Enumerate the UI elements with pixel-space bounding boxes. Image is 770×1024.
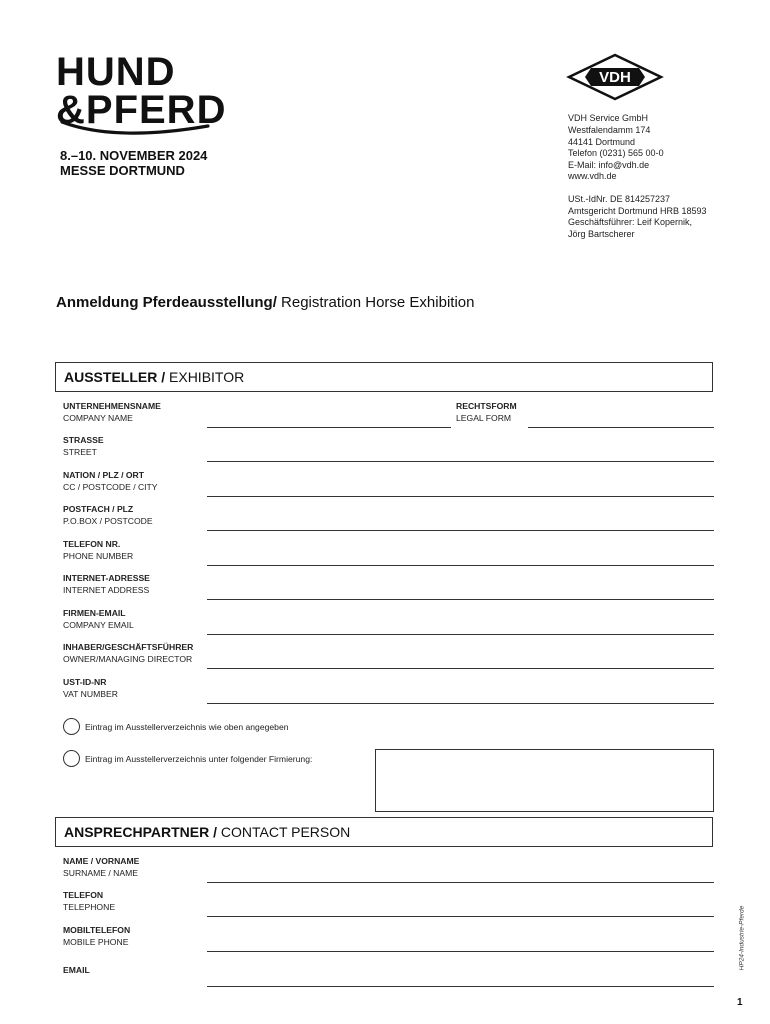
legal-form-field[interactable] xyxy=(528,427,714,428)
contact-mobile-label: MOBILTELEFON MOBILE PHONE xyxy=(63,925,131,947)
street-field[interactable] xyxy=(207,461,714,462)
phone-number-label: TELEFON NR. PHONE NUMBER xyxy=(63,539,134,561)
vdh-address-line: 44141 Dortmund xyxy=(568,137,636,147)
vdh-legal-line: Geschäftsführer: Leif Kopernik, xyxy=(568,217,693,227)
side-note: HP24-Industrie-Pferde xyxy=(738,905,746,971)
contact-telephone-label: TELEFON TELEPHONE xyxy=(63,890,116,912)
directory-entry-custom-radio[interactable] xyxy=(63,750,80,767)
event-venue: MESSE DORTMUND xyxy=(60,163,185,178)
vdh-address-line: E-Mail: info@vdh.de xyxy=(568,160,650,170)
vdh-legal-line: USt.-IdNr. DE 814257237 xyxy=(568,194,671,204)
phone-number-field[interactable] xyxy=(207,565,714,566)
owner-field[interactable] xyxy=(207,668,714,669)
vat-number-label: UST-ID-NR VAT NUMBER xyxy=(63,677,118,699)
directory-entry-as-above-label: Eintrag im Ausstellerverzeichnis wie oben angegeben xyxy=(85,722,289,732)
directory-entry-custom-label: Eintrag im Ausstellerverzeichnis unter folgender Firmierung: xyxy=(85,754,313,764)
logo-text-hund: HUND xyxy=(56,50,176,94)
contact-title-de: ANSPRECHPARTNER / xyxy=(64,824,217,840)
exhibitor-section-header xyxy=(55,362,713,392)
logo-text-pferd: &PFERD xyxy=(56,88,227,132)
company-name-label: UNTERNEHMENSNAME COMPANY NAME xyxy=(63,401,161,423)
exhibitor-section-title xyxy=(64,369,244,385)
vdh-address-line: www.vdh.de xyxy=(568,171,617,181)
page-number: 1 xyxy=(737,997,743,1008)
contact-name-label: NAME / VORNAME SURNAME / NAME xyxy=(63,856,140,878)
po-box-field[interactable] xyxy=(207,530,714,531)
company-email-label: FIRMEN-EMAIL COMPANY EMAIL xyxy=(63,608,134,630)
legal-form-label: RECHTSFORM LEGAL FORM xyxy=(456,401,517,423)
custom-company-name-box[interactable] xyxy=(375,749,714,812)
page-title-en: Registration Horse Exhibition xyxy=(276,294,475,311)
logo-swoosh-icon xyxy=(60,118,210,140)
company-name-field[interactable] xyxy=(207,427,451,428)
contact-email-label: EMAIL xyxy=(63,965,90,975)
internet-address-label: INTERNET-ADRESSE INTERNET ADDRESS xyxy=(63,573,150,595)
contact-name-field[interactable] xyxy=(207,882,714,883)
directory-entry-as-above-radio[interactable] xyxy=(63,718,80,735)
city-label: NATION / PLZ / ORT CC / POSTCODE / CITY xyxy=(63,470,158,492)
event-dates: 8.–10. NOVEMBER 2024 xyxy=(60,148,208,163)
contact-mobile-field[interactable] xyxy=(207,951,714,952)
exhibitor-title-en: EXHIBITOR xyxy=(165,369,245,385)
exhibitor-title-de: AUSSTELLER / xyxy=(64,369,166,385)
contact-title-en: CONTACT PERSON xyxy=(216,824,351,840)
street-label: STRASSE STREET xyxy=(63,435,104,457)
vdh-address-line: Westfalendamm 174 xyxy=(568,125,651,135)
contact-section-header xyxy=(55,817,713,847)
city-field[interactable] xyxy=(207,496,714,497)
vdh-legal-line: Amtsgericht Dortmund HRB 18593 xyxy=(568,206,707,216)
po-box-label: POSTFACH / PLZ P.O.BOX / POSTCODE xyxy=(63,504,153,526)
company-email-field[interactable] xyxy=(207,634,714,635)
contact-section-title xyxy=(64,824,350,840)
internet-address-field[interactable] xyxy=(207,599,714,600)
page-title-de: Anmeldung Pferdeausstellung/ xyxy=(56,294,277,311)
vdh-address-line: Telefon (0231) 565 00-0 xyxy=(568,148,664,158)
contact-email-field[interactable] xyxy=(207,986,714,987)
owner-label: INHABER/GESCHÄFTSFÜHRER OWNER/MANAGING DIRECTOR xyxy=(63,642,194,664)
vdh-company: VDH Service GmbH xyxy=(568,113,649,123)
vdh-logo-icon xyxy=(566,52,664,102)
vdh-legal-line: Jörg Bartscherer xyxy=(568,229,635,239)
vdh-logo-text: VDH xyxy=(599,69,631,86)
vat-number-field[interactable] xyxy=(207,703,714,704)
contact-telephone-field[interactable] xyxy=(207,916,714,917)
page-title xyxy=(56,294,474,311)
